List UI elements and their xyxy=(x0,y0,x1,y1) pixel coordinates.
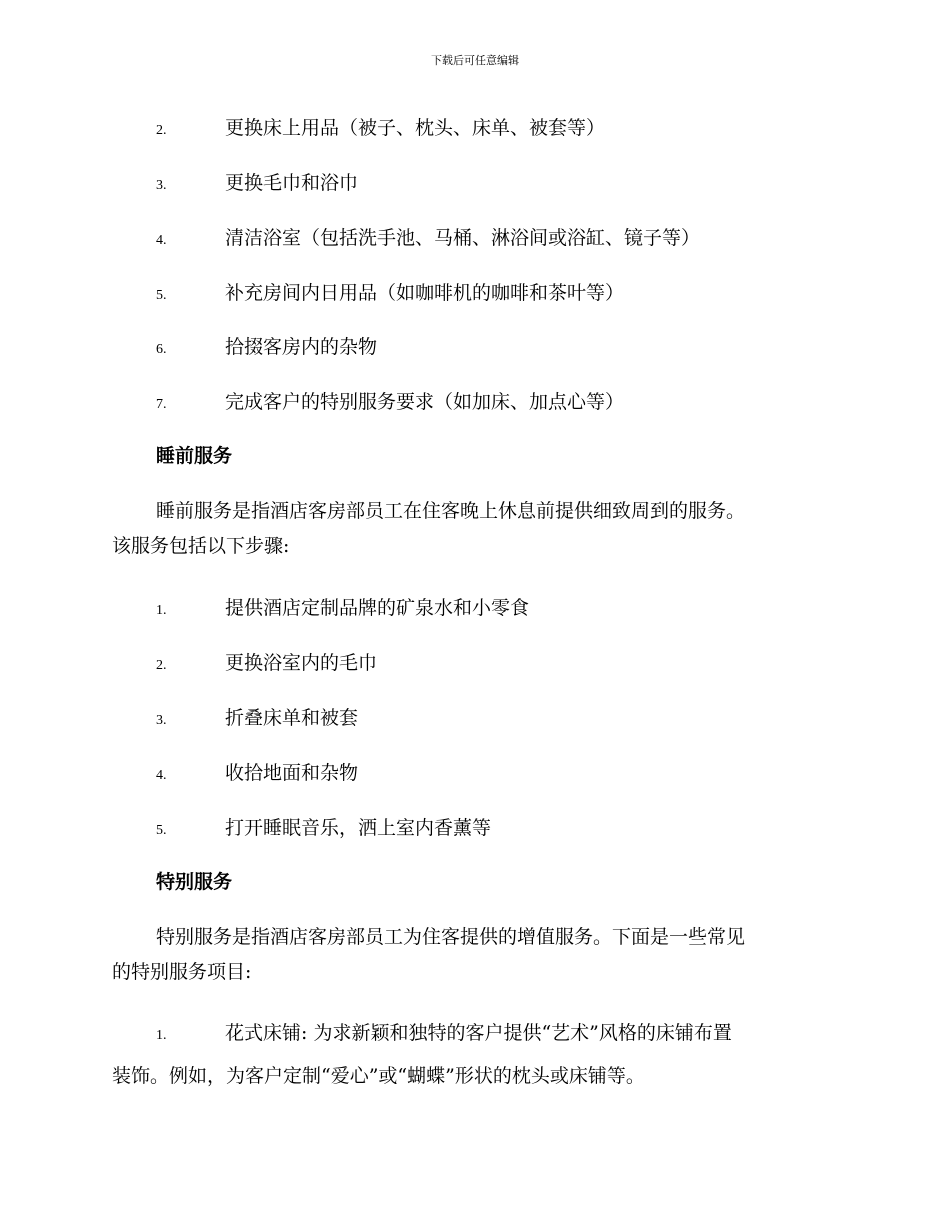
paragraph-line: 特别服务是指酒店客房部员工为住客提供的增值服务。下面是一些常见 xyxy=(156,926,746,948)
list-item-number: 4. xyxy=(156,233,167,248)
list-item-text: 拾掇客房内的杂物 xyxy=(225,336,378,358)
paragraph-line: 装饰。例如，为客户定制“爱心”或“蝴蝶”形状的枕头或床铺等。 xyxy=(112,1065,645,1087)
list-item-number: 4. xyxy=(156,768,167,783)
list-item-text: 打开睡眠音乐，洒上室内香薰等 xyxy=(225,817,492,839)
list-item-number: 5. xyxy=(156,288,167,303)
list-item-number: 3. xyxy=(156,178,167,193)
list-item-number: 2. xyxy=(156,123,167,138)
list-item-text: 更换床上用品（被子、枕头、床单、被套等） xyxy=(225,117,606,139)
section-heading-special: 特别服务 xyxy=(156,871,233,893)
list-item-number: 1. xyxy=(156,603,167,618)
paragraph-line: 该服务包括以下步骤: xyxy=(112,535,290,557)
paragraph-line: 睡前服务是指酒店客房部员工在住客晚上休息前提供细致周到的服务。 xyxy=(156,500,746,522)
section-heading-sleep: 睡前服务 xyxy=(156,445,233,467)
list-item-number: 7. xyxy=(156,397,167,412)
list-item-text: 清洁浴室（包括洗手池、马桶、淋浴间或浴缸、镜子等） xyxy=(225,227,701,249)
list-item-number: 1. xyxy=(156,1028,167,1043)
list-item-number: 2. xyxy=(156,658,167,673)
list-item-text: 折叠床单和被套 xyxy=(225,707,359,729)
section-sleep-intro xyxy=(112,494,852,564)
page-header: 下载后可任意编辑 xyxy=(431,54,519,67)
list-item-continuation xyxy=(112,1059,852,1094)
list-item-text: 补充房间内日用品（如咖啡机的咖啡和茶叶等） xyxy=(225,282,625,304)
section-special-intro xyxy=(112,920,852,990)
list-item-text: 提供酒店定制品牌的矿泉水和小零食 xyxy=(225,597,530,619)
list-item-text: 花式床铺: 为求新颖和独特的客户提供“艺术”风格的床铺布置 xyxy=(225,1022,732,1044)
list-item-number: 3. xyxy=(156,713,167,728)
list-item-text: 更换浴室内的毛巾 xyxy=(225,652,378,674)
list-item-number: 5. xyxy=(156,823,167,838)
list-item-text: 完成客户的特别服务要求（如加床、加点心等） xyxy=(225,391,625,413)
list-item-number: 6. xyxy=(156,342,167,357)
paragraph-line: 的特别服务项目: xyxy=(112,961,252,983)
list-item-text: 收拾地面和杂物 xyxy=(225,762,359,784)
list-item-text: 更换毛巾和浴巾 xyxy=(225,172,359,194)
